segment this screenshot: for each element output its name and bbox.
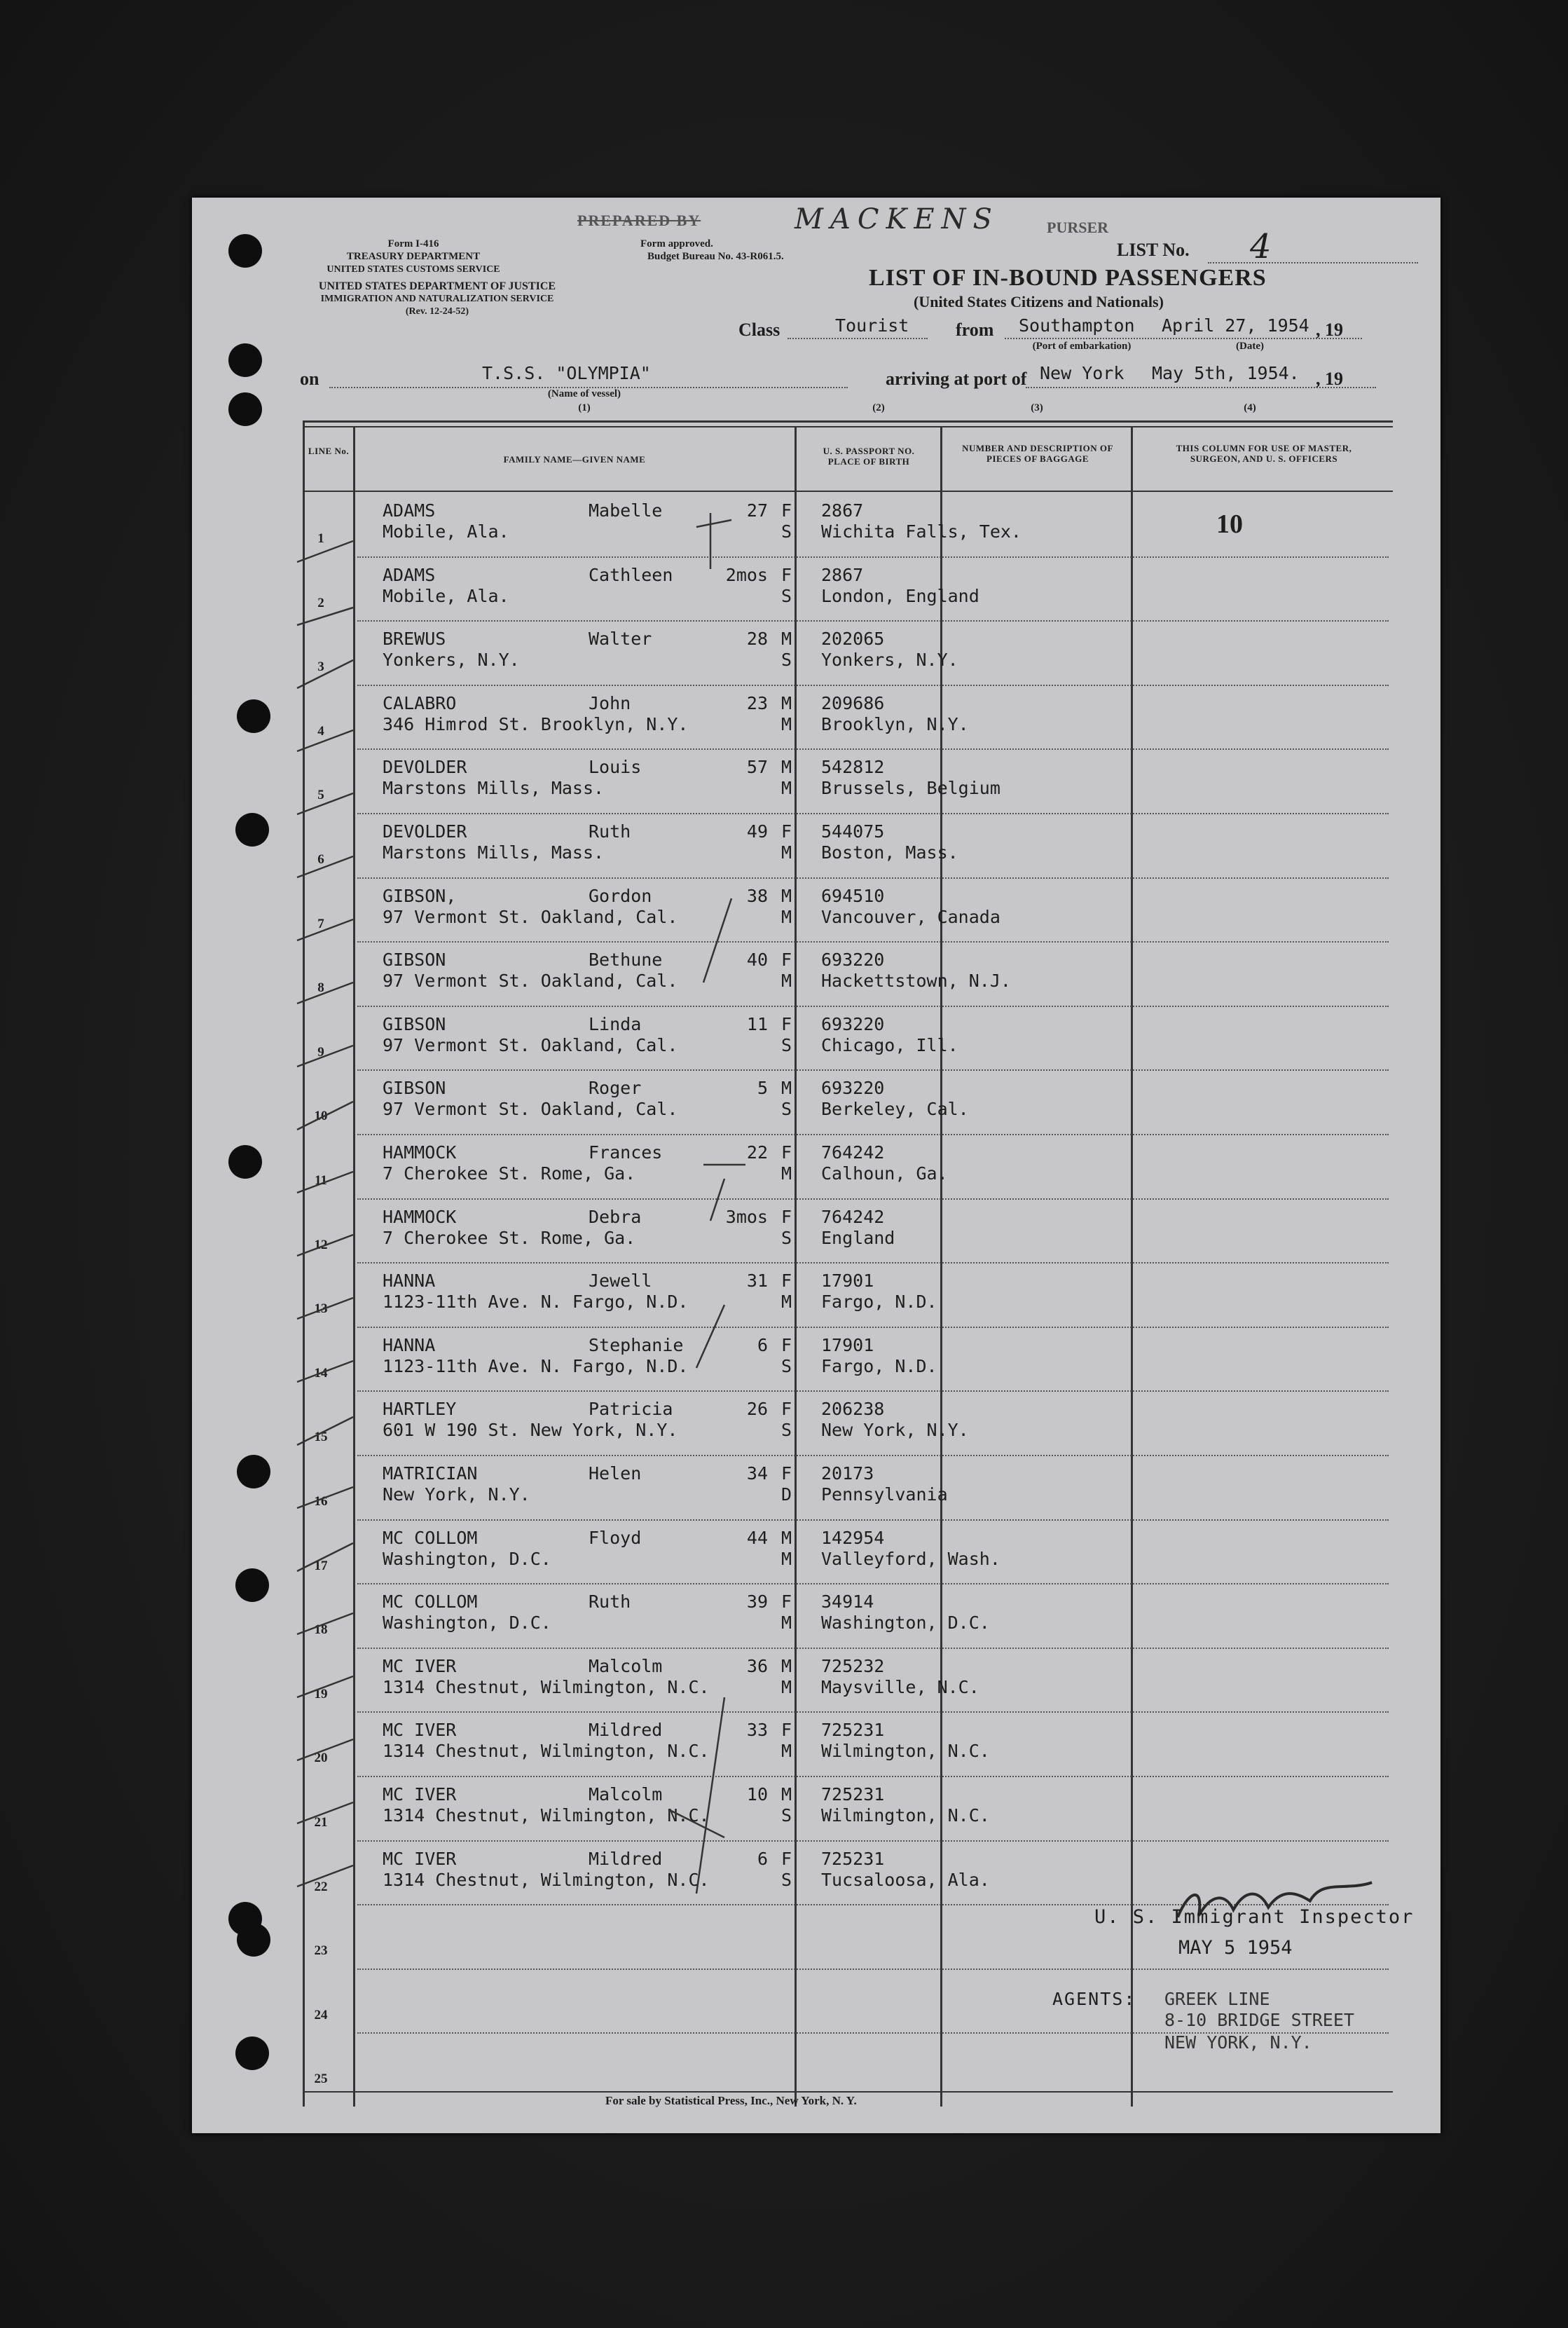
age: 36 [746,1655,768,1676]
inspector-label: U. S. Immigrant Inspector [1094,1906,1415,1928]
given-name: Gordon [589,885,652,906]
age: 34 [746,1463,768,1484]
justice-department: UNITED STATES DEPARTMENT OF JUSTICE [318,280,556,292]
family-name: HAMMOCK [383,1142,457,1163]
given-name: John [589,692,631,713]
sex: F [780,1399,792,1420]
address: 7 Cherokee St. Rome, Ga. [383,1227,636,1248]
age: 26 [746,1399,768,1420]
col-header-family-name: FAMILY NAME—GIVEN NAME [503,454,646,465]
form-title: LIST OF IN-BOUND PASSENGERS [869,265,1267,291]
col4-caption: (4) [1244,402,1256,413]
sex: M [780,1078,792,1099]
marital-status: M [780,906,792,927]
marital-status: S [780,1869,792,1890]
sex: F [780,1142,792,1163]
class-value: Tourist [835,315,909,336]
place-of-birth: Wilmington, N.C. [821,1741,990,1762]
sex: F [780,1591,792,1613]
date-caption: (Date) [1236,341,1264,352]
sex: F [780,1013,792,1034]
marital-status: M [780,1163,792,1184]
family-name: MC IVER [383,1784,457,1805]
sex: F [780,500,792,521]
row-line-number: 21 [314,1815,328,1830]
arrival-date: May 5th, 1954. [1152,363,1300,383]
age: 27 [746,500,768,521]
place-of-birth: Yonkers, N.Y. [821,650,958,671]
sex: M [780,1655,792,1676]
place-of-birth: Wilmington, N.C. [821,1805,990,1826]
marital-status: S [780,1420,792,1441]
marital-status: S [780,521,792,542]
passport-number: 34914 [821,1591,874,1613]
form-approved: Form approved. [640,238,713,249]
given-name: Cathleen [589,564,673,585]
given-name: Mabelle [589,500,663,521]
family-name: HAMMOCK [383,1206,457,1227]
row-line-number: 17 [314,1558,328,1573]
row-line-number: 6 [317,852,324,867]
marital-status: M [780,971,792,992]
purser-label: PURSER [1047,219,1109,236]
place-of-birth: Hackettstown, N.J. [821,971,1011,992]
marital-status: S [780,1034,792,1055]
marital-status: M [780,842,792,863]
col-header-passport: U. S. PASSPORT NO. PLACE OF BIRTH [823,446,915,467]
passport-number: 764242 [821,1142,885,1163]
family-name: DEVOLDER [383,821,467,842]
passport-number: 2867 [821,564,864,585]
place-of-birth: Berkeley, Cal. [821,1099,969,1120]
address: Yonkers, N.Y. [383,650,520,671]
row-line-number: 13 [314,1301,328,1317]
address: New York, N.Y. [383,1484,530,1505]
age: 3mos [725,1206,768,1227]
age: 23 [746,692,768,713]
address: 97 Vermont St. Oakland, Cal. [383,971,678,992]
given-name: Mildred [589,1720,663,1741]
family-name: MC IVER [383,1655,457,1676]
agents-label: AGENTS: [1052,1989,1136,2009]
list-no-value: 4 [1250,227,1272,266]
address: 1123-11th Ave. N. Fargo, N.D. [383,1355,689,1376]
age: 6 [757,1848,768,1869]
place-of-birth: Brussels, Belgium [821,778,1000,799]
arrival-port: New York [1040,363,1125,383]
vessel-caption: (Name of vessel) [547,388,621,399]
family-name: DEVOLDER [383,757,467,778]
prepared-by-signature: MACKENS [795,203,999,235]
agents-line-2: 8-10 BRIDGE STREET [1164,2010,1354,2030]
place-of-birth: Maysville, N.C. [821,1676,979,1697]
sex: F [780,1463,792,1484]
passport-number: 2867 [821,500,864,521]
address: 601 W 190 St. New York, N.Y. [383,1420,678,1441]
address: 1314 Chestnut, Wilmington, N.C. [383,1741,710,1762]
budget-bureau: Budget Bureau No. 43-R061.5. [647,251,784,262]
given-name: Frances [589,1142,663,1163]
given-name: Stephanie [589,1334,684,1355]
class-label: Class [738,320,780,340]
place-of-birth: London, England [821,585,979,606]
passport-number: 725232 [821,1655,885,1676]
sex: M [780,1527,792,1548]
given-name: Floyd [589,1527,642,1548]
marital-status: S [780,650,792,671]
age: 6 [757,1334,768,1355]
age: 5 [757,1078,768,1099]
col-header-line-no: LINE No. [308,446,350,456]
place-of-birth: Valleyford, Wash. [821,1548,1000,1569]
sex: M [780,757,792,778]
address: 1314 Chestnut, Wilmington, N.C. [383,1805,710,1826]
address: 97 Vermont St. Oakland, Cal. [383,906,678,927]
marital-status: S [780,1227,792,1248]
place-of-birth: Tucsaloosa, Ala. [821,1869,990,1890]
family-name: ADAMS [383,500,436,521]
marital-status: M [780,713,792,734]
passport-number: 764242 [821,1206,885,1227]
address: Washington, D.C. [383,1613,551,1634]
age: 11 [746,1013,768,1034]
passport-number: 693220 [821,1078,885,1099]
family-name: BREWUS [383,629,446,650]
given-name: Mildred [589,1848,663,1869]
age: 44 [746,1527,768,1548]
place-of-birth: Fargo, N.D. [821,1355,937,1376]
family-name: MATRICIAN [383,1463,478,1484]
family-name: CALABRO [383,692,457,713]
row-line-number: 10 [314,1109,328,1124]
row-line-number: 22 [314,1879,328,1894]
family-name: HANNA [383,1271,436,1292]
age: 38 [746,885,768,906]
marital-status: M [780,1613,792,1634]
place-of-birth: Boston, Mass. [821,842,958,863]
year-suffix-2: , 19 [1316,369,1343,389]
age: 31 [746,1271,768,1292]
row-line-number: 5 [317,788,324,803]
family-name: GIBSON [383,1078,446,1099]
family-name: HANNA [383,1334,436,1355]
marital-status: M [780,1548,792,1569]
passport-number: 725231 [821,1784,885,1805]
address: Marstons Mills, Mass. [383,842,605,863]
place-of-birth: Wichita Falls, Tex. [821,521,1022,542]
row-line-number: 15 [314,1430,328,1445]
sex: F [780,1206,792,1227]
row-line-number: 3 [317,659,324,675]
sex: F [780,821,792,842]
age: 39 [746,1591,768,1613]
age: 33 [746,1720,768,1741]
row-line-number: 1 [317,531,324,546]
address: 7 Cherokee St. Rome, Ga. [383,1163,636,1184]
passport-number: 206238 [821,1399,885,1420]
passport-number: 20173 [821,1463,874,1484]
marital-status: D [780,1484,792,1505]
row-line-number: 7 [317,916,324,931]
address: 1314 Chestnut, Wilmington, N.C. [383,1676,710,1697]
age: 40 [746,950,768,971]
on-label: on [300,369,319,389]
marital-status: S [780,1099,792,1120]
passport-number: 725231 [821,1848,885,1869]
family-name: ADAMS [383,564,436,585]
marital-status: M [780,1741,792,1762]
sex: M [780,692,792,713]
age: 57 [746,757,768,778]
sex: M [780,1784,792,1805]
age: 28 [746,629,768,650]
family-name: MC IVER [383,1720,457,1741]
address: Washington, D.C. [383,1548,551,1569]
sex: F [780,1848,792,1869]
age: 2mos [725,564,768,585]
address: Mobile, Ala. [383,585,509,606]
given-name: Malcolm [589,1655,663,1676]
place-of-birth: Chicago, Ill. [821,1034,958,1055]
given-name: Malcolm [589,1784,663,1805]
address: 1123-11th Ave. N. Fargo, N.D. [383,1292,689,1313]
sex: F [780,1720,792,1741]
row-line-number: 18 [314,1622,328,1638]
passport-number: 17901 [821,1334,874,1355]
place-of-birth: Pennsylvania [821,1484,948,1505]
passport-number: 693220 [821,1013,885,1034]
given-name: Ruth [589,821,631,842]
address: 1314 Chestnut, Wilmington, N.C. [383,1869,710,1890]
marital-status: M [780,1292,792,1313]
given-name: Jewell [589,1271,652,1292]
given-name: Patricia [589,1399,673,1420]
place-of-birth: New York, N.Y. [821,1420,969,1441]
address: Mobile, Ala. [383,521,509,542]
list-no-label: LIST No. [1117,240,1190,260]
marital-status: S [780,1355,792,1376]
treasury-department: TREASURY DEPARTMENT [346,251,481,262]
place-of-birth: Washington, D.C. [821,1613,990,1634]
passport-number: 725231 [821,1720,885,1741]
sex: F [780,950,792,971]
col-header-baggage: NUMBER AND DESCRIPTION OF PIECES OF BAGGAGE [962,443,1113,464]
form-subtitle: (United States Citizens and Nationals) [914,293,1164,310]
row-line-number: 11 [315,1173,327,1188]
row-line-number: 14 [314,1365,328,1381]
col1-caption: (1) [578,402,591,413]
prepared-by-label: PREPARED BY [577,212,701,229]
year-suffix-1: , 19 [1316,320,1343,340]
place-of-birth: Brooklyn, N.Y. [821,713,969,734]
family-name: GIBSON [383,1013,446,1034]
immigration-service: IMMIGRATION AND NATURALIZATION SERVICE [320,294,554,304]
family-name: MC COLLOM [383,1591,478,1613]
given-name: Walter [589,629,652,650]
vessel-name: T.S.S. "OLYMPIA" [482,363,651,383]
passport-number: 209686 [821,692,885,713]
row-line-number: 9 [317,1044,324,1060]
sex: F [780,564,792,585]
passenger-list-form [192,198,1440,2133]
address: Marstons Mills, Mass. [383,778,605,799]
given-name: Ruth [589,1591,631,1613]
col2-caption: (2) [872,402,885,413]
given-name: Linda [589,1013,642,1034]
revision-date: (Rev. 12-24-52) [405,306,469,317]
embarkation-date: April 27, 1954 [1162,315,1309,336]
place-of-birth: Calhoun, Ga. [821,1163,948,1184]
row-line-number: 8 [317,980,324,996]
col3-caption: (3) [1031,402,1043,413]
given-name: Bethune [589,950,663,971]
passport-number: 542812 [821,757,885,778]
passport-number: 142954 [821,1527,885,1548]
sex: F [780,1334,792,1355]
row-line-number: 4 [317,723,324,739]
officer-note: 10 [1216,509,1243,539]
form-footer: For sale by Statistical Press, Inc., New York, N. Y. [605,2094,857,2107]
customs-service: UNITED STATES CUSTOMS SERVICE [326,264,500,275]
age: 22 [746,1142,768,1163]
form-number: Form I-416 [387,238,439,249]
embarkation-port: Southampton [1019,315,1135,336]
from-label: from [956,320,994,340]
agents-line-3: NEW YORK, N.Y. [1164,2032,1312,2053]
passport-number: 693220 [821,950,885,971]
address: 346 Himrod St. Brooklyn, N.Y. [383,713,689,734]
marital-status: S [780,1805,792,1826]
given-name: Helen [589,1463,642,1484]
row-line-number: 19 [314,1686,328,1702]
given-name: Louis [589,757,642,778]
embarkation-caption: (Port of embarkation) [1032,341,1132,352]
family-name: MC COLLOM [383,1527,478,1548]
given-name: Debra [589,1206,642,1227]
sex: M [780,885,792,906]
place-of-birth: England [821,1227,895,1248]
sex: M [780,629,792,650]
col-header-officers: THIS COLUMN FOR USE OF MASTER, SURGEON, AND U. S. OFFICERS [1176,443,1352,464]
address: 97 Vermont St. Oakland, Cal. [383,1099,678,1120]
place-of-birth: Fargo, N.D. [821,1292,937,1313]
arriving-label: arriving at port of [886,369,1027,389]
age: 49 [746,821,768,842]
passport-number: 544075 [821,821,885,842]
row-line-number: 23 [314,1943,328,1959]
place-of-birth: Vancouver, Canada [821,906,1000,927]
row-line-number: 2 [317,595,324,610]
marital-status: M [780,778,792,799]
sex: F [780,1271,792,1292]
passport-number: 17901 [821,1271,874,1292]
passport-number: 202065 [821,629,885,650]
family-name: HARTLEY [383,1399,457,1420]
family-name: GIBSON [383,950,446,971]
marital-status: M [780,1676,792,1697]
family-name: GIBSON, [383,885,457,906]
agents-line-1: GREEK LINE [1164,1989,1270,2009]
address: 97 Vermont St. Oakland, Cal. [383,1034,678,1055]
stamp-date: MAY 5 1954 [1178,1937,1293,1959]
marital-status: S [780,585,792,606]
row-line-number: 12 [314,1237,328,1252]
passport-number: 694510 [821,885,885,906]
row-line-number: 16 [314,1494,328,1509]
row-line-number: 25 [314,2072,328,2087]
row-line-number: 20 [314,1751,328,1766]
row-line-number: 24 [314,2007,328,2022]
age: 10 [746,1784,768,1805]
family-name: MC IVER [383,1848,457,1869]
given-name: Roger [589,1078,642,1099]
pencil-check-marks-icon [192,198,1440,2133]
